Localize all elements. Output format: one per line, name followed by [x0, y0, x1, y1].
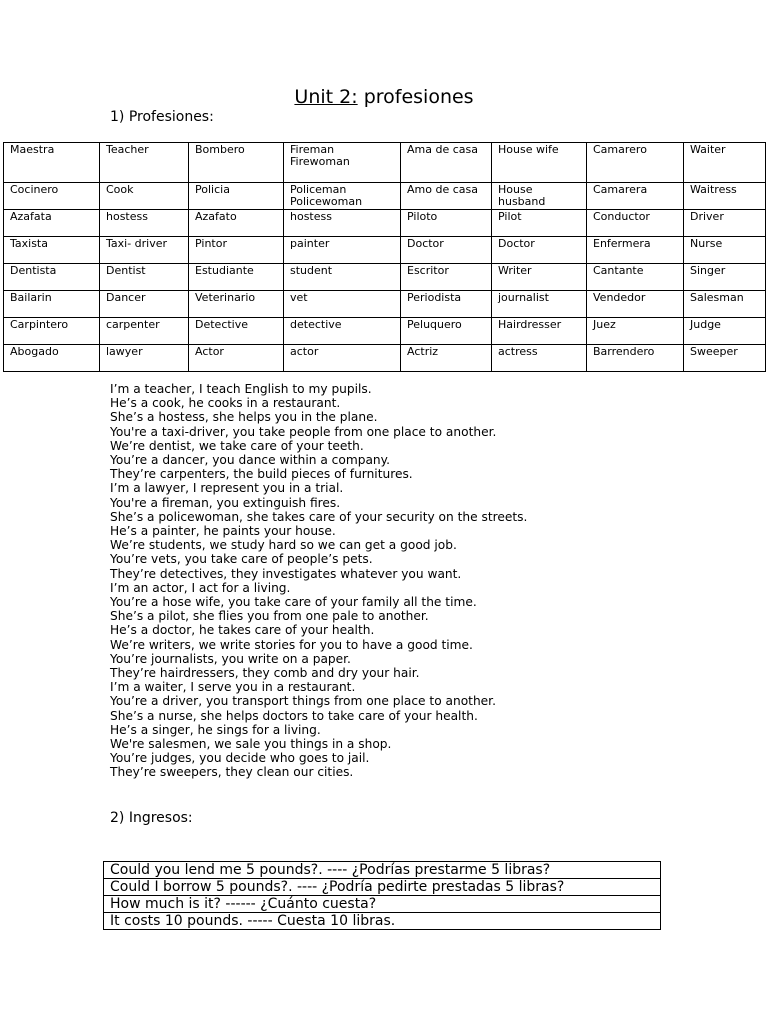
table-cell: Taxista	[4, 237, 100, 264]
table-cell: Taxi- driver	[100, 237, 189, 264]
table-cell: actress	[492, 345, 587, 372]
table-cell: Escritor	[401, 264, 492, 291]
sentence-line: He’s a cook, he cooks in a restaurant.	[110, 396, 341, 411]
table-cell: Dancer	[100, 291, 189, 318]
table-cell: Doctor	[492, 237, 587, 264]
table-cell: hostess	[284, 210, 401, 237]
table-cell: Salesman	[684, 291, 766, 318]
table-cell: hostess	[100, 210, 189, 237]
table-cell: journalist	[492, 291, 587, 318]
sentence-line: I’m a lawyer, I represent you in a trial.	[110, 481, 344, 496]
table-cell: Singer	[684, 264, 766, 291]
table-cell: House wife	[492, 143, 587, 183]
sentence-line: We’re students, we study hard so we can get a good job.	[110, 538, 457, 553]
table-row	[4, 143, 766, 183]
example-sentences	[110, 382, 750, 780]
sentence-line: You’re a hose wife, you take care of your family all the time.	[110, 595, 477, 610]
table-row	[4, 183, 766, 210]
table-cell: student	[284, 264, 401, 291]
table-cell: Policia	[189, 183, 284, 210]
table-cell: Cantante	[587, 264, 684, 291]
table-cell: Pilot	[492, 210, 587, 237]
table-cell: Veterinario	[189, 291, 284, 318]
sentence-line: I’m an actor, I act for a living.	[110, 580, 291, 595]
table-cell: Detective	[189, 318, 284, 345]
table-cell: Peluquero	[401, 318, 492, 345]
table-cell: Doctor	[401, 237, 492, 264]
sentence-line: She’s a policewoman, she takes care of your security on the streets.	[110, 509, 528, 524]
table-cell: Ama de casa	[401, 143, 492, 183]
table-cell: lawyer	[100, 345, 189, 372]
sentence-line: She’s a pilot, she flies you from one pale to another.	[110, 609, 429, 624]
sentence-line: You’re vets, you take care of people’s pets.	[110, 552, 373, 567]
table-cell: Cocinero	[4, 183, 100, 210]
table-row	[4, 291, 766, 318]
page-title	[0, 86, 768, 108]
phrase-cell: How much is it? ------ ¿Cuánto cuesta?	[104, 896, 661, 913]
title-topic: profesiones	[363, 86, 474, 108]
table-cell: Juez	[587, 318, 684, 345]
sentence-line: They’re sweepers, they clean our cities.	[110, 765, 354, 780]
table-cell: Actriz	[401, 345, 492, 372]
table-cell: Writer	[492, 264, 587, 291]
phrase-cell: Could I borrow 5 pounds?. ---- ¿Podría pedirte prestadas 5 libras?	[104, 879, 661, 896]
table-cell: Azafato	[189, 210, 284, 237]
sentence-line: She’s a hostess, she helps you in the plane.	[110, 410, 378, 425]
table-cell: Fireman Firewoman	[284, 143, 401, 183]
sentence-line: He’s a singer, he sings for a living.	[110, 722, 321, 737]
phrase-row	[104, 913, 661, 930]
table-cell: Dentist	[100, 264, 189, 291]
table-cell: detective	[284, 318, 401, 345]
table-cell: painter	[284, 237, 401, 264]
phrase-cell: It costs 10 pounds. ----- Cuesta 10 libras.	[104, 913, 661, 930]
phrase-cell: Could you lend me 5 pounds?. ---- ¿Podrías prestarme 5 libras?	[104, 862, 661, 879]
sentence-line: We’re writers, we write stories for you to have a good time.	[110, 637, 473, 652]
phrase-row	[104, 862, 661, 879]
sentence-line: He’s a doctor, he takes care of your health.	[110, 623, 375, 638]
sentence-line: You’re a dancer, you dance within a company.	[110, 453, 390, 468]
sentence-line: You’re journalists, you write on a paper.	[110, 651, 351, 666]
table-cell: vet	[284, 291, 401, 318]
table-cell: Piloto	[401, 210, 492, 237]
table-row	[4, 237, 766, 264]
table-cell: Amo de casa	[401, 183, 492, 210]
table-cell: Actor	[189, 345, 284, 372]
table-cell: Policeman Policewoman	[284, 183, 401, 210]
phrase-row	[104, 896, 661, 913]
table-row	[4, 210, 766, 237]
table-cell: Hairdresser	[492, 318, 587, 345]
table-cell: Abogado	[4, 345, 100, 372]
table-cell: Conductor	[587, 210, 684, 237]
table-cell: Waitress	[684, 183, 766, 210]
table-cell: Maestra	[4, 143, 100, 183]
table-cell: carpenter	[100, 318, 189, 345]
table-cell: Waiter	[684, 143, 766, 183]
table-cell: Cook	[100, 183, 189, 210]
phrases-table	[103, 861, 661, 930]
table-cell: Driver	[684, 210, 766, 237]
table-cell: Sweeper	[684, 345, 766, 372]
table-cell: Camarera	[587, 183, 684, 210]
table-cell: House husband	[492, 183, 587, 210]
table-cell: Bailarin	[4, 291, 100, 318]
sentence-line: We’re dentist, we take care of your teeth.	[110, 438, 364, 453]
sentence-line: You're a fireman, you extinguish fires.	[110, 495, 341, 510]
table-cell: Nurse	[684, 237, 766, 264]
table-cell: actor	[284, 345, 401, 372]
table-cell: Carpintero	[4, 318, 100, 345]
sentence-line: They’re hairdressers, they comb and dry your hair.	[110, 666, 420, 681]
sentence-line: We're salesmen, we sale you things in a shop.	[110, 737, 392, 752]
table-cell: Pintor	[189, 237, 284, 264]
sentence-line: She’s a nurse, she helps doctors to take care of your health.	[110, 708, 478, 723]
section-heading-profesiones: 1) Profesiones:	[110, 109, 214, 125]
table-cell: Enfermera	[587, 237, 684, 264]
sentence-line: You’re judges, you decide who goes to jail.	[110, 751, 370, 766]
professions-table	[3, 142, 766, 372]
sentence-line: You’re a driver, you transport things from one place to another.	[110, 694, 496, 709]
sentence-line: They’re detectives, they investigates whatever you want.	[110, 566, 462, 581]
table-cell: Teacher	[100, 143, 189, 183]
table-cell: Periodista	[401, 291, 492, 318]
table-cell: Bombero	[189, 143, 284, 183]
sentence-line: He’s a painter, he paints your house.	[110, 524, 336, 539]
section-heading-ingresos: 2) Ingresos:	[110, 810, 193, 826]
table-row	[4, 318, 766, 345]
table-cell: Camarero	[587, 143, 684, 183]
table-cell: Estudiante	[189, 264, 284, 291]
table-cell: Judge	[684, 318, 766, 345]
sentence-line: You're a taxi-driver, you take people from one place to another.	[110, 424, 497, 439]
table-cell: Azafata	[4, 210, 100, 237]
table-cell: Barrendero	[587, 345, 684, 372]
sentence-line: I’m a teacher, I teach English to my pupils.	[110, 382, 372, 396]
phrase-row	[104, 879, 661, 896]
table-row	[4, 345, 766, 372]
sentence-line: I’m a waiter, I serve you in a restaurant.	[110, 680, 356, 695]
title-unit: Unit 2:	[294, 86, 358, 108]
table-row	[4, 264, 766, 291]
table-cell: Vendedor	[587, 291, 684, 318]
sentence-line: They’re carpenters, the build pieces of furnitures.	[110, 467, 413, 482]
table-cell: Dentista	[4, 264, 100, 291]
